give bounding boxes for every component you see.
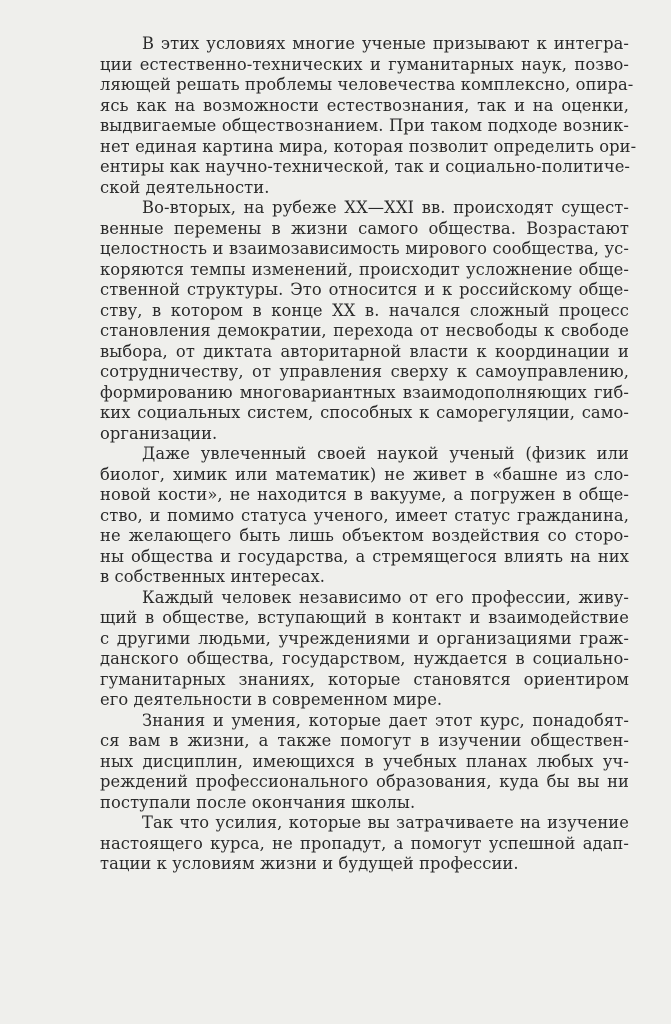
text-line: ких социальных систем, способных к саморегуляции, само- bbox=[100, 403, 629, 422]
text-line: ясь как на возможности естествознания, так и на оценки, bbox=[100, 95, 629, 115]
text-line: ству, в котором в конце XX в. начался сложный процесс bbox=[100, 300, 629, 320]
text-line: настоящего курса, не пропадут, а помогут успешной адап- bbox=[100, 833, 629, 853]
text-line: становления демократии, перехода от несвободы к свободе bbox=[100, 321, 629, 340]
text-line: его деятельности в современном мире. bbox=[100, 690, 443, 709]
text-line: коряются темпы изменений, происходит усложнение обще- bbox=[100, 259, 629, 279]
text-line: поступали после окончания школы. bbox=[100, 792, 416, 812]
text-line: организации. bbox=[100, 423, 218, 443]
text-line: ентиры как научно-технической, так и социально-политиче- bbox=[100, 157, 631, 176]
body-text bbox=[58, 34, 637, 875]
text-line: новой кости», не находится в вакууме, а погружен в обще- bbox=[100, 485, 629, 504]
text-line: щий в обществе, вступающий в контакт и взаимодействие bbox=[100, 608, 629, 627]
text-line: целостность и взаимозависимость мирового сообщества, ус- bbox=[100, 239, 629, 258]
text-line: ных дисциплин, имеющихся в учебных планах любых уч- bbox=[100, 751, 629, 771]
text-line: Даже увлеченный своей наукой ученый (физик или bbox=[142, 444, 629, 463]
text-line: ны общества и государства, а стремящегося влиять на них bbox=[100, 546, 629, 566]
text-line: выдвигаемые обществознанием. При таком подходе возник- bbox=[100, 116, 629, 135]
text-line: нет единая картина мира, которая позволит определить ори- bbox=[100, 136, 637, 156]
text-line: В этих условиях многие ученые призывают к интегра- bbox=[142, 34, 629, 53]
text-line: в собственных интересах. bbox=[100, 567, 325, 586]
paragraph bbox=[58, 198, 629, 444]
text-line: биолог, химик или математик) не живет в «башне из сло- bbox=[100, 464, 629, 484]
text-line: Знания и умения, которые дает этот курс, понадобят- bbox=[142, 710, 629, 730]
text-line: формированию многовариантных взаимодополняющих гиб- bbox=[100, 382, 629, 402]
text-line: выбора, от диктата авторитарной власти к координации и bbox=[100, 341, 629, 361]
text-line: Каждый человек независимо от его профессии, живу- bbox=[142, 587, 629, 607]
text-line: данского общества, государством, нуждается в социально- bbox=[100, 649, 629, 668]
paragraph bbox=[58, 711, 629, 814]
text-line: тации к условиям жизни и будущей профессии. bbox=[100, 854, 519, 873]
text-line: реждений профессионального образования, куда бы вы ни bbox=[100, 772, 629, 791]
text-line: не желающего быть лишь объектом воздействия со сторо- bbox=[100, 526, 629, 545]
text-line: ся вам в жизни, а также помогут в изучении обществен- bbox=[100, 731, 629, 750]
text-line: ляющей решать проблемы человечества комплексно, опира- bbox=[100, 75, 634, 94]
text-line: ство, и помимо статуса ученого, имеет статус гражданина, bbox=[100, 505, 629, 525]
text-line: ской деятельности. bbox=[100, 177, 270, 197]
paragraph bbox=[58, 588, 629, 711]
text-line: сотрудничеству, от управления сверху к самоуправлению, bbox=[100, 362, 629, 381]
paragraph bbox=[58, 34, 637, 198]
text-line: Так что усилия, которые вы затрачиваете на изучение bbox=[142, 813, 629, 832]
text-line: гуманитарных знаниях, которые становятся ориентиром bbox=[100, 669, 629, 689]
text-line: ственной структуры. Это относится и к российскому обще- bbox=[100, 280, 629, 299]
text-line: Во-вторых, на рубеже XX—XXI вв. происходят сущест- bbox=[142, 198, 629, 217]
paragraph bbox=[58, 444, 629, 588]
text-line: венные перемены в жизни самого общества. Возрастают bbox=[100, 218, 629, 238]
paragraph bbox=[58, 813, 629, 875]
text-line: ции естественно-технических и гуманитарных наук, позво- bbox=[100, 54, 629, 74]
text-line: с другими людьми, учреждениями и организациями граж- bbox=[100, 628, 629, 648]
